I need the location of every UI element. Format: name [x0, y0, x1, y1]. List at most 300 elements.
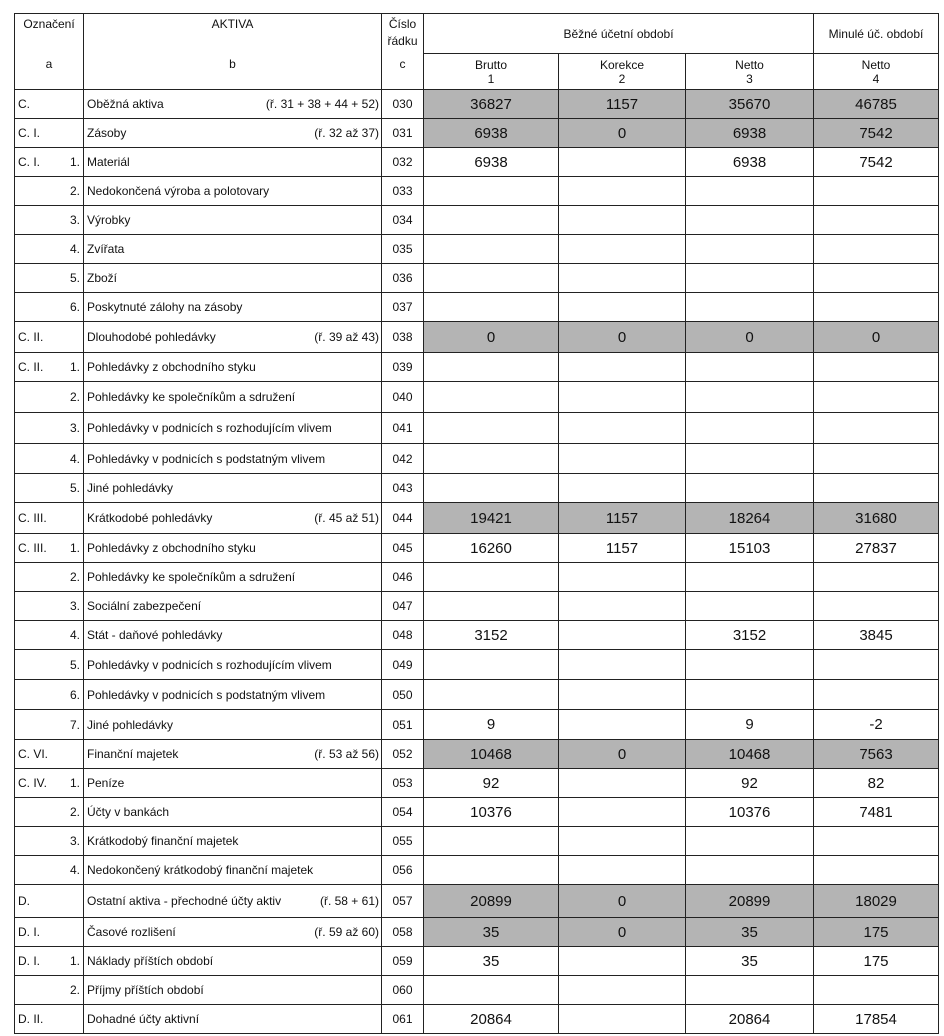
cell-netto: 0	[686, 322, 814, 353]
row-designation	[15, 503, 84, 534]
cell-korekce	[559, 621, 686, 650]
table-row	[15, 650, 939, 680]
row-designation	[15, 621, 84, 650]
col-line-number-title-1: Číslo	[388, 17, 417, 31]
row-label: Zásoby	[87, 126, 127, 140]
row-description	[84, 353, 382, 382]
row-designation	[15, 148, 84, 177]
row-designation-sub: 3.	[69, 599, 80, 613]
row-line-number: 058	[382, 918, 424, 947]
cell-netto: 35	[686, 947, 814, 976]
row-designation	[15, 885, 84, 918]
row-designation	[15, 827, 84, 856]
table-row	[15, 413, 939, 444]
table-row	[15, 177, 939, 206]
cell-netto-previous: 18029	[814, 885, 939, 918]
cell-brutto: 20899	[424, 885, 559, 918]
row-description	[84, 563, 382, 592]
cell-netto	[686, 563, 814, 592]
cell-netto: 92	[686, 769, 814, 798]
row-label: Zboží	[87, 271, 118, 285]
row-line-number: 048	[382, 621, 424, 650]
cell-netto	[686, 650, 814, 680]
row-designation	[15, 856, 84, 885]
cell-korekce	[559, 413, 686, 444]
cell-netto-previous: 7542	[814, 148, 939, 177]
row-designation	[15, 206, 84, 235]
row-line-number: 038	[382, 322, 424, 353]
row-designation-sub: 1.	[69, 155, 80, 169]
cell-brutto: 0	[424, 322, 559, 353]
table-row	[15, 885, 939, 918]
cell-brutto	[424, 293, 559, 322]
cell-korekce	[559, 474, 686, 503]
row-designation	[15, 382, 84, 413]
row-designation	[15, 413, 84, 444]
cell-netto: 35670	[686, 90, 814, 119]
row-line-number: 050	[382, 680, 424, 710]
cell-netto-previous	[814, 444, 939, 474]
table-row	[15, 293, 939, 322]
cell-netto-previous	[814, 206, 939, 235]
cell-netto-previous: 82	[814, 769, 939, 798]
row-reference: (ř. 59 až 60)	[314, 925, 379, 939]
cell-netto: 10376	[686, 798, 814, 827]
table-row	[15, 918, 939, 947]
col-assets-header	[84, 14, 382, 90]
row-designation-sub: 5.	[69, 271, 80, 285]
row-designation	[15, 592, 84, 621]
cell-netto-previous: 31680	[814, 503, 939, 534]
cell-netto	[686, 293, 814, 322]
row-description	[84, 769, 382, 798]
cell-netto-previous: 0	[814, 322, 939, 353]
row-label: Pohledávky ke společníkům a sdružení	[87, 390, 296, 404]
cell-netto-previous	[814, 680, 939, 710]
row-description	[84, 177, 382, 206]
row-description	[84, 798, 382, 827]
cell-korekce	[559, 563, 686, 592]
table-row	[15, 382, 939, 413]
cell-netto-previous	[814, 650, 939, 680]
cell-netto	[686, 976, 814, 1005]
cell-brutto: 16260	[424, 534, 559, 563]
table-row	[15, 563, 939, 592]
cell-netto	[686, 353, 814, 382]
row-reference: (ř. 39 až 43)	[314, 330, 379, 344]
cell-netto-previous	[814, 177, 939, 206]
col-netto-prev-label: Netto	[861, 57, 891, 72]
col-assets-letter: b	[229, 57, 236, 71]
row-line-number: 037	[382, 293, 424, 322]
cell-netto: 6938	[686, 148, 814, 177]
row-label: Jiné pohledávky	[87, 481, 174, 495]
row-designation	[15, 534, 84, 563]
row-designation-main: C. III.	[18, 541, 47, 555]
row-label: Nedokončená výroba a polotovary	[87, 184, 270, 198]
row-label: Náklady příštích období	[87, 954, 214, 968]
row-description	[84, 710, 382, 740]
row-designation-sub: 2.	[69, 570, 80, 584]
cell-brutto	[424, 563, 559, 592]
col-korekce-label: Korekce	[599, 57, 645, 72]
row-line-number: 030	[382, 90, 424, 119]
row-designation-sub: 5.	[69, 481, 80, 495]
cell-netto: 20864	[686, 1005, 814, 1034]
cell-korekce	[559, 680, 686, 710]
cell-brutto	[424, 474, 559, 503]
cell-korekce: 0	[559, 119, 686, 148]
row-designation-sub: 6.	[69, 687, 80, 702]
row-label: Pohledávky z obchodního styku	[87, 541, 256, 555]
row-line-number: 049	[382, 650, 424, 680]
cell-korekce	[559, 798, 686, 827]
table-row	[15, 947, 939, 976]
row-reference: (ř. 58 + 61)	[319, 894, 379, 908]
col-korekce-number: 2	[618, 71, 626, 86]
cell-brutto: 35	[424, 947, 559, 976]
cell-brutto: 10468	[424, 740, 559, 769]
row-designation-main: D. I.	[18, 925, 41, 939]
cell-netto	[686, 413, 814, 444]
cell-brutto	[424, 382, 559, 413]
row-line-number: 059	[382, 947, 424, 976]
row-line-number: 051	[382, 710, 424, 740]
row-label: Oběžná aktiva	[87, 97, 164, 111]
row-label: Poskytnuté zálohy na zásoby	[87, 300, 243, 314]
cell-netto: 6938	[686, 119, 814, 148]
cell-brutto	[424, 827, 559, 856]
cell-netto-previous: 7542	[814, 119, 939, 148]
row-designation-main: C. III.	[18, 511, 47, 525]
table-row	[15, 827, 939, 856]
col-brutto-header	[424, 54, 559, 90]
cell-korekce	[559, 650, 686, 680]
row-line-number: 032	[382, 148, 424, 177]
cell-netto	[686, 680, 814, 710]
row-designation-sub: 4.	[69, 863, 80, 877]
row-description	[84, 293, 382, 322]
row-line-number: 045	[382, 534, 424, 563]
cell-brutto: 10376	[424, 798, 559, 827]
row-label: Zvířata	[87, 242, 125, 256]
cell-netto-previous: 7563	[814, 740, 939, 769]
row-description	[84, 827, 382, 856]
table-row	[15, 90, 939, 119]
col-line-number-header	[382, 14, 424, 90]
row-designation	[15, 474, 84, 503]
cell-netto-previous	[814, 293, 939, 322]
row-label: Pohledávky v podnicích s podstatným vlivem	[87, 687, 326, 702]
row-designation-sub: 5.	[69, 657, 80, 672]
row-description	[84, 1005, 382, 1034]
cell-netto	[686, 382, 814, 413]
row-label: Dlouhodobé pohledávky	[87, 330, 216, 344]
row-designation	[15, 235, 84, 264]
cell-korekce	[559, 444, 686, 474]
row-designation-sub: 4.	[69, 451, 80, 466]
row-designation-sub: 3.	[69, 834, 80, 848]
cell-korekce	[559, 976, 686, 1005]
row-line-number: 039	[382, 353, 424, 382]
cell-brutto	[424, 235, 559, 264]
row-line-number: 041	[382, 413, 424, 444]
cell-netto	[686, 474, 814, 503]
row-designation-main: C. II.	[18, 330, 44, 344]
cell-netto-previous	[814, 563, 939, 592]
cell-brutto	[424, 353, 559, 382]
row-designation	[15, 769, 84, 798]
row-line-number: 034	[382, 206, 424, 235]
cell-netto-previous: -2	[814, 710, 939, 740]
cell-brutto	[424, 856, 559, 885]
cell-netto-previous	[814, 353, 939, 382]
row-line-number: 057	[382, 885, 424, 918]
row-label: Pohledávky v podnicích s rozhodujícím vlivem	[87, 421, 332, 435]
cell-korekce	[559, 827, 686, 856]
table-row	[15, 798, 939, 827]
row-line-number: 044	[382, 503, 424, 534]
cell-korekce	[559, 856, 686, 885]
cell-korekce	[559, 382, 686, 413]
cell-korekce: 0	[559, 885, 686, 918]
col-netto-header	[686, 54, 814, 90]
row-description	[84, 322, 382, 353]
row-description	[84, 235, 382, 264]
cell-brutto: 19421	[424, 503, 559, 534]
row-designation-sub: 6.	[69, 300, 80, 314]
cell-brutto	[424, 976, 559, 1005]
row-designation	[15, 177, 84, 206]
row-label: Krátkodobý finanční majetek	[87, 834, 239, 848]
cell-netto-previous	[814, 413, 939, 444]
cell-netto-previous: 3845	[814, 621, 939, 650]
row-designation	[15, 947, 84, 976]
row-designation	[15, 353, 84, 382]
cell-brutto	[424, 206, 559, 235]
col-brutto-label: Brutto	[474, 57, 507, 72]
cell-netto: 15103	[686, 534, 814, 563]
table-body	[15, 90, 939, 1034]
row-label: Nedokončený krátkodobý finanční majetek	[87, 863, 314, 877]
row-designation	[15, 680, 84, 710]
cell-brutto: 35	[424, 918, 559, 947]
row-label: Peníze	[87, 776, 125, 790]
cell-netto-previous: 27837	[814, 534, 939, 563]
table-row	[15, 769, 939, 798]
col-line-number-letter: c	[399, 57, 406, 71]
row-label: Pohledávky v podnicích s rozhodujícím vlivem	[87, 657, 332, 672]
row-description	[84, 444, 382, 474]
cell-korekce: 0	[559, 322, 686, 353]
row-description	[84, 621, 382, 650]
current-period-header: Běžné účetní období	[424, 14, 814, 54]
col-netto-prev-header	[814, 54, 939, 90]
row-description	[84, 503, 382, 534]
cell-netto	[686, 235, 814, 264]
balance-sheet-assets-table	[14, 13, 939, 1034]
row-designation-sub: 2.	[69, 390, 80, 404]
cell-netto: 20899	[686, 885, 814, 918]
row-designation-main: D. II.	[18, 1012, 44, 1026]
table-row	[15, 621, 939, 650]
row-designation-sub: 2.	[69, 983, 80, 997]
row-designation	[15, 563, 84, 592]
cell-brutto	[424, 264, 559, 293]
row-label: Pohledávky ke společníkům a sdružení	[87, 570, 296, 584]
row-line-number: 042	[382, 444, 424, 474]
cell-brutto	[424, 592, 559, 621]
row-line-number: 052	[382, 740, 424, 769]
row-line-number: 033	[382, 177, 424, 206]
cell-netto-previous: 17854	[814, 1005, 939, 1034]
cell-netto-previous: 46785	[814, 90, 939, 119]
row-designation-sub: 2.	[69, 805, 80, 819]
row-description	[84, 976, 382, 1005]
row-designation	[15, 798, 84, 827]
row-line-number: 035	[382, 235, 424, 264]
cell-netto-previous: 175	[814, 947, 939, 976]
cell-netto	[686, 264, 814, 293]
row-line-number: 060	[382, 976, 424, 1005]
cell-netto-previous: 7481	[814, 798, 939, 827]
table-row	[15, 474, 939, 503]
row-designation-sub: 2.	[69, 184, 80, 198]
row-line-number: 031	[382, 119, 424, 148]
row-label: Ostatní aktiva - přechodné účty aktiv	[87, 893, 282, 908]
row-designation	[15, 918, 84, 947]
cell-korekce	[559, 148, 686, 177]
row-description	[84, 382, 382, 413]
row-designation	[15, 710, 84, 740]
row-label: Materiál	[87, 155, 130, 169]
cell-korekce	[559, 710, 686, 740]
row-description	[84, 90, 382, 119]
cell-netto-previous	[814, 382, 939, 413]
row-reference: (ř. 32 až 37)	[314, 126, 379, 140]
row-label: Finanční majetek	[87, 747, 179, 761]
row-designation-sub: 3.	[69, 421, 80, 435]
row-label: Jiné pohledávky	[87, 717, 174, 732]
cell-korekce: 0	[559, 740, 686, 769]
cell-netto: 3152	[686, 621, 814, 650]
row-designation-sub: 4.	[69, 242, 80, 256]
row-label: Pohledávky v podnicích s podstatným vlivem	[87, 451, 326, 466]
col-netto-label: Netto	[735, 57, 764, 72]
row-line-number: 047	[382, 592, 424, 621]
row-label: Dohadné účty aktivní	[87, 1012, 200, 1026]
row-designation	[15, 293, 84, 322]
row-line-number: 043	[382, 474, 424, 503]
cell-netto-previous	[814, 592, 939, 621]
table-row	[15, 503, 939, 534]
cell-korekce: 1157	[559, 90, 686, 119]
row-description	[84, 206, 382, 235]
table-row	[15, 534, 939, 563]
row-designation	[15, 90, 84, 119]
table-row	[15, 740, 939, 769]
cell-korekce	[559, 293, 686, 322]
row-description	[84, 119, 382, 148]
table-row	[15, 235, 939, 264]
cell-korekce	[559, 1005, 686, 1034]
table-row	[15, 710, 939, 740]
cell-brutto	[424, 444, 559, 474]
row-reference: (ř. 45 až 51)	[314, 511, 379, 525]
cell-netto	[686, 592, 814, 621]
cell-brutto	[424, 650, 559, 680]
cell-brutto	[424, 413, 559, 444]
row-label: Stát - daňové pohledávky	[87, 628, 223, 642]
cell-netto-previous: 175	[814, 918, 939, 947]
cell-brutto: 36827	[424, 90, 559, 119]
cell-korekce	[559, 177, 686, 206]
row-designation-main: C. I.	[18, 126, 41, 140]
table-row	[15, 206, 939, 235]
row-description	[84, 885, 382, 918]
previous-period-header: Minulé úč. období	[814, 14, 939, 54]
row-designation-main: C. II.	[18, 360, 44, 374]
row-line-number: 056	[382, 856, 424, 885]
table-row	[15, 322, 939, 353]
cell-netto-previous	[814, 235, 939, 264]
col-netto-number: 3	[746, 71, 753, 86]
row-line-number: 053	[382, 769, 424, 798]
col-netto-prev-number: 4	[872, 71, 880, 86]
row-description	[84, 148, 382, 177]
table-row	[15, 264, 939, 293]
table-row	[15, 592, 939, 621]
cell-brutto	[424, 177, 559, 206]
row-description	[84, 856, 382, 885]
cell-korekce	[559, 947, 686, 976]
col-korekce-header	[559, 54, 686, 90]
cell-brutto	[424, 680, 559, 710]
table-row	[15, 680, 939, 710]
row-description	[84, 264, 382, 293]
row-designation-sub: 1.	[69, 541, 80, 555]
cell-korekce: 1157	[559, 503, 686, 534]
cell-korekce: 1157	[559, 534, 686, 563]
cell-netto: 10468	[686, 740, 814, 769]
table-row	[15, 1005, 939, 1034]
table-row	[15, 353, 939, 382]
cell-netto: 18264	[686, 503, 814, 534]
cell-korekce	[559, 592, 686, 621]
row-designation-main: C.	[18, 97, 30, 111]
table-row	[15, 444, 939, 474]
row-designation	[15, 976, 84, 1005]
row-description	[84, 413, 382, 444]
row-label: Pohledávky z obchodního styku	[87, 360, 256, 374]
row-designation	[15, 119, 84, 148]
row-description	[84, 650, 382, 680]
row-designation	[15, 444, 84, 474]
cell-brutto: 20864	[424, 1005, 559, 1034]
row-label: Účty v bankách	[87, 805, 170, 819]
cell-brutto: 9	[424, 710, 559, 740]
row-line-number: 040	[382, 382, 424, 413]
cell-netto-previous	[814, 856, 939, 885]
cell-netto-previous	[814, 976, 939, 1005]
row-designation	[15, 264, 84, 293]
cell-netto	[686, 827, 814, 856]
row-label: Sociální zabezpečení	[87, 599, 202, 613]
row-designation-sub: 1.	[69, 360, 80, 374]
cell-korekce: 0	[559, 918, 686, 947]
row-designation-sub: 3.	[69, 213, 80, 227]
row-label: Příjmy příštích období	[87, 983, 204, 997]
